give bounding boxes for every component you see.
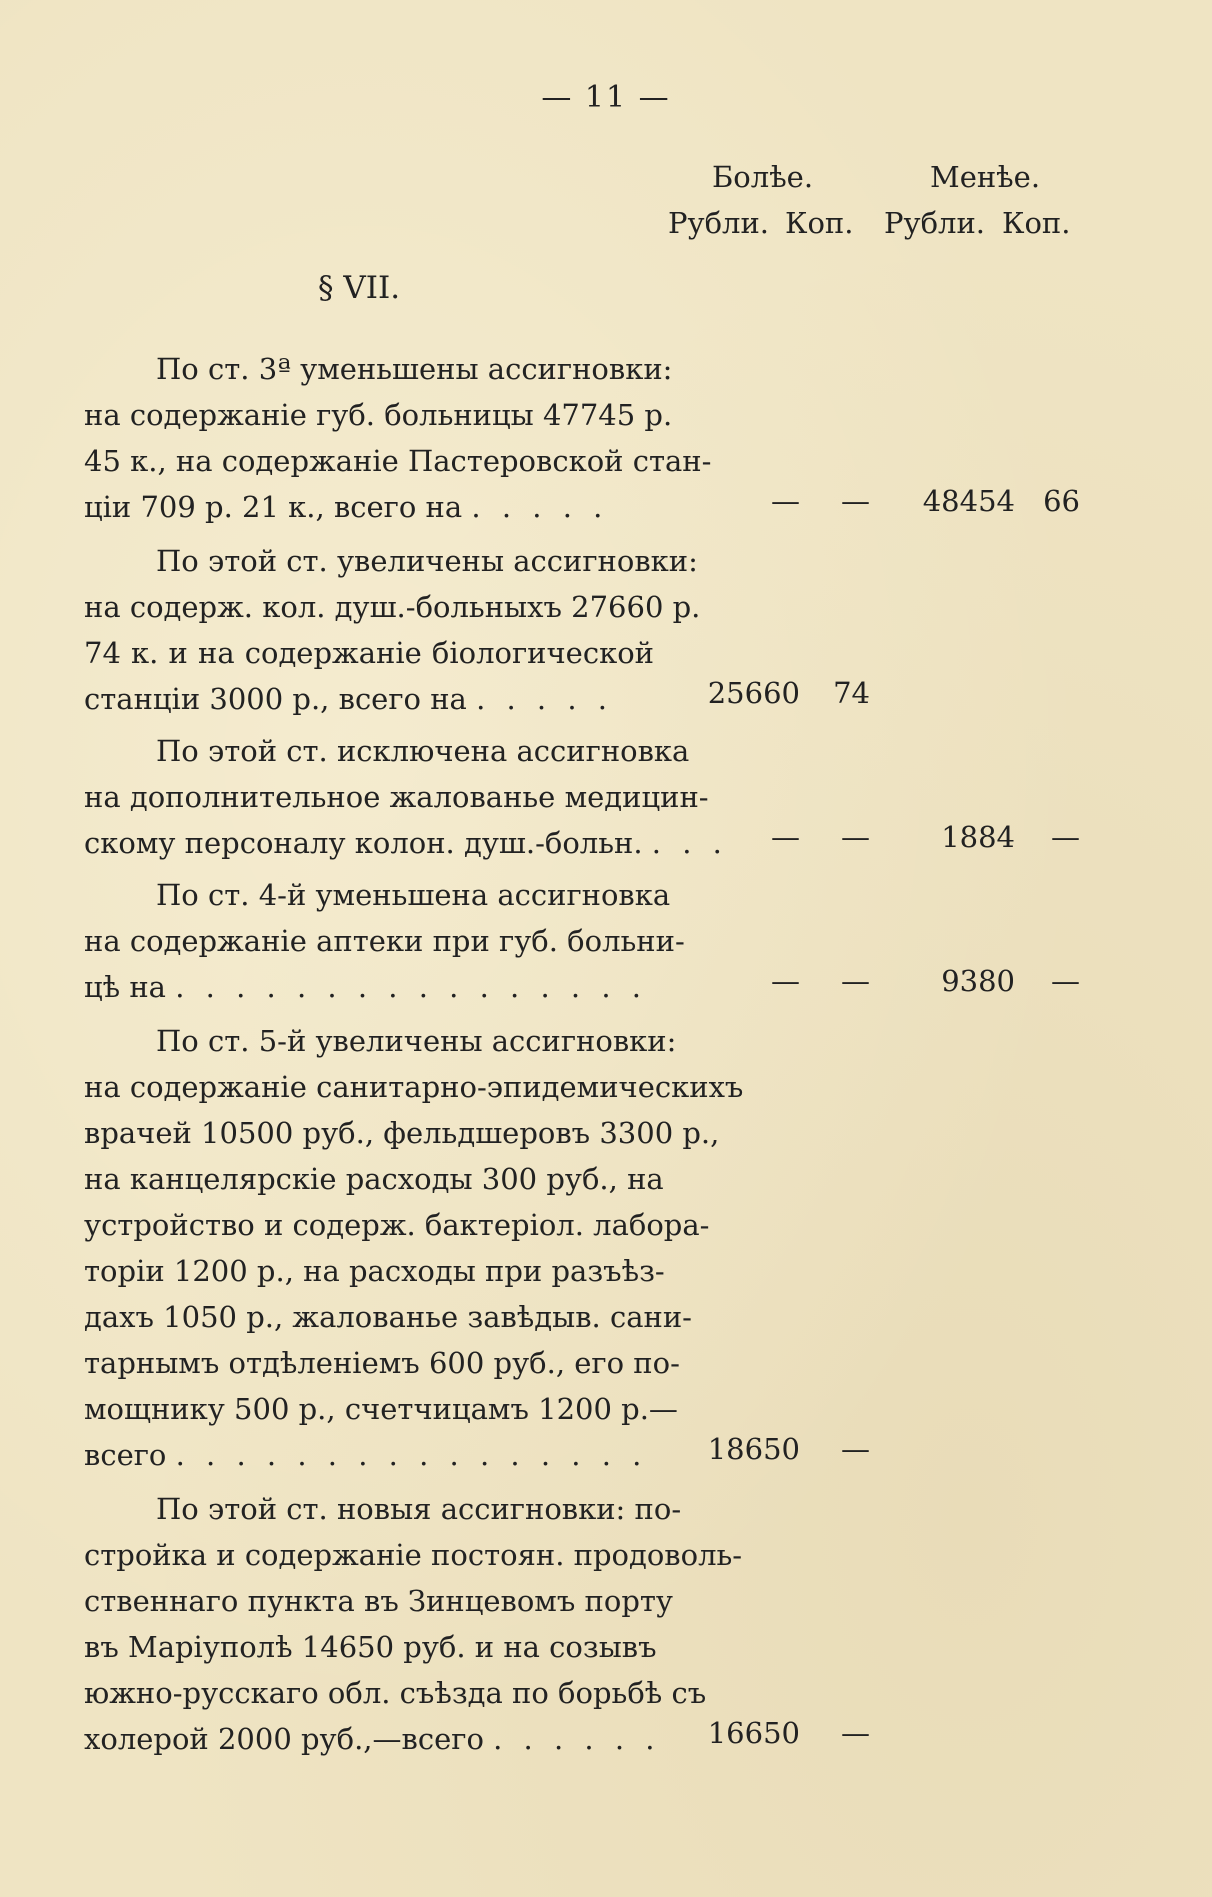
leader-dots: . . . <box>651 826 728 860</box>
more-kop: — <box>841 1716 870 1750</box>
more-rubles: 25660 <box>707 676 800 710</box>
less-rubles: 9380 <box>941 964 1015 998</box>
leader-dots: . . . . . . . . . . . . . . . . <box>175 1438 648 1472</box>
more-kop: — <box>841 1432 870 1466</box>
entry-line: устройство и содерж. бактеріол. лабора- <box>84 1208 710 1242</box>
more-kop: — <box>841 820 870 854</box>
entry-line: торіи 1200 р., на расходы при разъѣз- <box>84 1254 665 1288</box>
header-kop-less: Коп. <box>1002 206 1071 240</box>
entry-line: По ст. 3ª уменьшены ассигновки: <box>156 352 673 386</box>
entry-line: дахъ 1050 р., жалованье завѣдыв. сани- <box>84 1300 692 1334</box>
entry-line: 45 к., на содержаніе Пастеровской стан- <box>84 444 712 478</box>
more-rubles: — <box>771 964 800 998</box>
leader-dots: . . . . . . . . . . . . . . . . <box>175 970 647 1004</box>
entry-text: всего <box>84 1438 167 1472</box>
more-rubles: 16650 <box>707 1716 800 1750</box>
entry-line: стройка и содержаніе постоян. продоволь- <box>84 1538 743 1572</box>
header-less: Менѣе. <box>930 160 1041 194</box>
entry-line: 74 к. и на содержаніе біологической <box>84 636 654 670</box>
entry-2 <box>84 538 701 722</box>
entry-text: холерой 2000 руб.,—всего <box>84 1722 484 1756</box>
entry-4 <box>84 872 685 1010</box>
entry-line: мощнику 500 р., счетчицамъ 1200 р.— <box>84 1392 678 1426</box>
entry-text: ціи 709 р. 21 к., всего на <box>84 490 463 524</box>
entry-line: ственнаго пункта въ Зинцевомъ порту <box>84 1584 673 1618</box>
header-rubles-less: Рубли. <box>884 206 986 240</box>
more-kop: — <box>841 964 870 998</box>
entry-line: тарнымъ отдѣленіемъ 600 руб., его по- <box>84 1346 680 1380</box>
less-kop: — <box>1051 820 1080 854</box>
page-number: — 11 — <box>541 80 671 115</box>
entry-5 <box>84 1018 744 1478</box>
less-kop: 66 <box>1043 484 1080 518</box>
entry-line: По ст. 4-й уменьшена ассигновка <box>156 878 671 912</box>
entry-line-last <box>84 964 654 1010</box>
entry-line-last <box>84 484 654 530</box>
less-rubles: 48454 <box>922 484 1015 518</box>
entry-1 <box>84 346 712 530</box>
more-kop: — <box>841 484 870 518</box>
entry-3 <box>84 728 728 866</box>
entry-line-last <box>84 676 654 722</box>
header-more: Болѣе. <box>712 160 814 194</box>
entry-text: скому персоналу колон. душ.-больн. <box>84 826 643 860</box>
more-rubles: — <box>771 820 800 854</box>
header-kop-more: Коп. <box>785 206 854 240</box>
entry-line-last <box>84 820 728 866</box>
entry-line: въ Маріуполѣ 14650 руб. и на созывъ <box>84 1630 657 1664</box>
entry-line: По этой ст. новыя ассигновки: по- <box>156 1492 682 1526</box>
entry-line: врачей 10500 руб., фельдшеровъ 3300 р., <box>84 1116 720 1150</box>
entry-line: южно-русскаго обл. съѣзда по борьбѣ съ <box>84 1676 707 1710</box>
entry-line: По этой ст. увеличены ассигновки: <box>156 544 698 578</box>
header-rubles-more: Рубли. <box>668 206 770 240</box>
less-rubles: 1884 <box>941 820 1015 854</box>
entry-line: на содерж. кол. душ.-больныхъ 27660 р. <box>84 590 701 624</box>
entry-line: на канцелярскіе расходы 300 руб., на <box>84 1162 664 1196</box>
more-rubles: — <box>771 484 800 518</box>
section-title: § VII. <box>318 270 401 306</box>
entry-line: По этой ст. исключена ассигновка <box>156 734 690 768</box>
more-kop: 74 <box>833 676 870 710</box>
entry-line-last <box>84 1432 654 1478</box>
entry-line: По ст. 5-й увеличены ассигновки: <box>156 1024 677 1058</box>
entry-text: станціи 3000 р., всего на <box>84 682 467 716</box>
leader-dots: . . . . . <box>471 490 609 524</box>
leader-dots: . . . . . . <box>493 1722 661 1756</box>
leader-dots: . . . . . <box>476 682 614 716</box>
entry-line: на дополнительное жалованье медицин- <box>84 780 709 814</box>
entry-line-last <box>84 1716 661 1762</box>
entry-6 <box>84 1486 743 1762</box>
entry-line: на содержаніе аптеки при губ. больни- <box>84 924 685 958</box>
entry-line: на содержаніе губ. больницы 47745 р. <box>84 398 673 432</box>
more-rubles: 18650 <box>707 1432 800 1466</box>
entry-text: цѣ на <box>84 970 166 1004</box>
less-kop: — <box>1051 964 1080 998</box>
entry-line: на содержаніе санитарно-эпидемическихъ <box>84 1070 744 1104</box>
